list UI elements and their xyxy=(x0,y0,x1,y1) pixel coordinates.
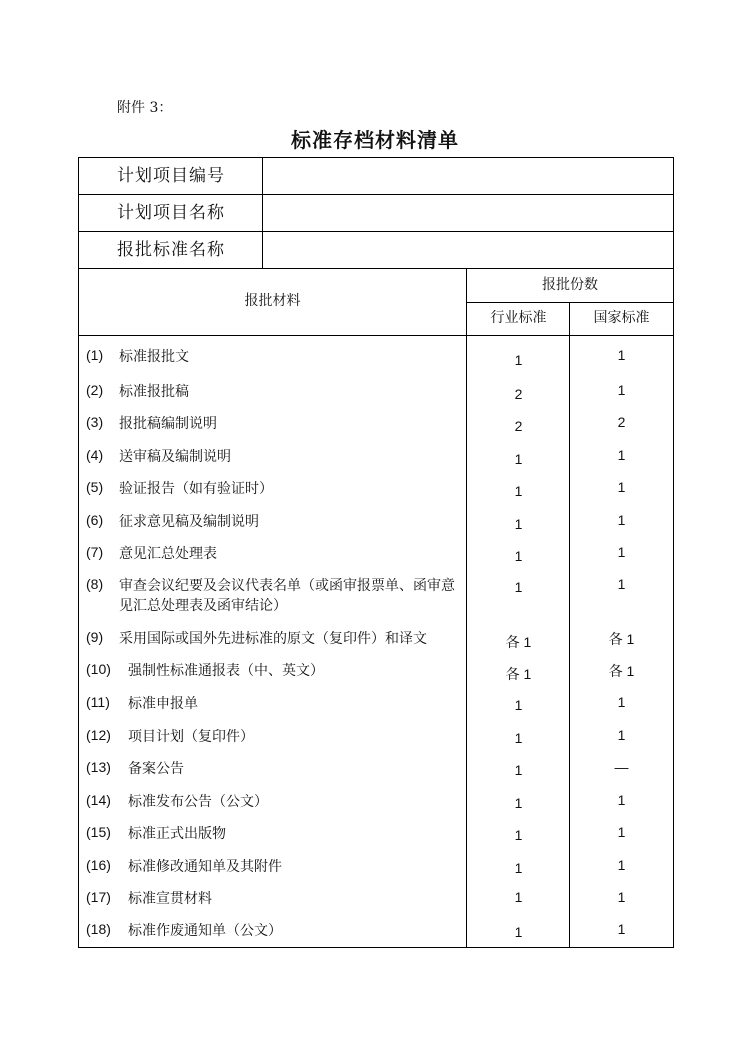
national-count: 1 xyxy=(617,792,626,808)
item-text: 标准宣贯材料 xyxy=(128,891,212,907)
item-number: (6) xyxy=(86,512,104,528)
info-box xyxy=(78,157,674,269)
industry-count: 1 xyxy=(514,924,523,940)
industry-count: 1 xyxy=(514,795,523,811)
national-count: 1 xyxy=(617,824,626,840)
industry-count: 1 xyxy=(514,451,523,467)
industry-count: 1 xyxy=(514,548,523,564)
industry-count: 1 xyxy=(514,860,523,876)
item-text: 标准报批稿 xyxy=(119,384,189,400)
page-title: 标准存档材料清单 xyxy=(291,128,459,152)
item-text: 审查会议纪要及会议代表名单（或函审报票单、函审意见汇总处理表及函审结论） xyxy=(119,578,455,614)
item-number: (4) xyxy=(86,447,104,463)
industry-count: 1 xyxy=(514,579,523,595)
item-text: 强制性标准通报表（中、英文） xyxy=(128,663,324,679)
item-text: 验证报告（如有验证时） xyxy=(119,481,273,497)
national-count: 1 xyxy=(617,382,626,398)
item-number: (2) xyxy=(86,382,104,398)
plan-name-label: 计划项目名称 xyxy=(79,195,263,231)
item-text: 采用国际或国外先进标准的原文（复印件）和译文 xyxy=(119,631,427,647)
item-number: (12) xyxy=(86,727,111,743)
industry-count: 2 xyxy=(514,418,523,434)
info-row-standard-name xyxy=(79,232,673,269)
item-text: 意见汇总处理表 xyxy=(119,546,217,562)
industry-count: 1 xyxy=(514,762,523,778)
plan-number-label: 计划项目编号 xyxy=(79,158,263,194)
materials-header: 报批材料 xyxy=(244,293,301,309)
industry-count: 2 xyxy=(514,386,523,402)
item-number: (9) xyxy=(86,629,104,645)
item-text: 送审稿及编制说明 xyxy=(119,449,231,465)
item-number: (11) xyxy=(86,694,110,710)
national-count: 1 xyxy=(617,576,626,592)
item-number: (8) xyxy=(86,576,104,592)
table-divider xyxy=(79,335,673,336)
national-count: 1 xyxy=(617,727,626,743)
item-text: 标准正式出版物 xyxy=(128,826,226,842)
item-number: (3) xyxy=(86,414,104,430)
national-count: — xyxy=(614,759,629,775)
national-count: 1 xyxy=(617,512,626,528)
national-count: 1 xyxy=(617,479,626,495)
industry-count: 1 xyxy=(514,889,523,905)
national-count: 1 xyxy=(617,544,626,560)
item-number: (17) xyxy=(86,889,111,905)
item-number: (13) xyxy=(86,759,111,775)
industry-count: 1 xyxy=(514,697,523,713)
national-count: 各 1 xyxy=(608,663,635,679)
item-number: (14) xyxy=(86,792,111,808)
item-number: (7) xyxy=(86,544,104,560)
item-text: 标准申报单 xyxy=(128,696,198,712)
item-text: 标准发布公告（公文） xyxy=(128,794,268,810)
standard-name-value xyxy=(263,232,673,269)
industry-count: 1 xyxy=(514,516,523,532)
national-count: 1 xyxy=(617,921,626,937)
national-count: 1 xyxy=(617,694,626,710)
plan-number-value xyxy=(263,158,673,194)
industry-header: 行业标准 xyxy=(490,310,547,326)
item-text: 备案公告 xyxy=(128,761,184,777)
item-number: (16) xyxy=(86,857,111,873)
national-count: 1 xyxy=(617,889,626,905)
info-row-plan-name xyxy=(79,195,673,232)
national-count: 1 xyxy=(617,857,626,873)
item-text: 标准报批文 xyxy=(119,349,189,365)
item-number: (18) xyxy=(86,921,111,937)
industry-count: 各 1 xyxy=(505,634,532,650)
industry-count: 1 xyxy=(514,827,523,843)
info-row-plan-number xyxy=(79,158,673,195)
national-count: 1 xyxy=(617,347,626,363)
national-count: 1 xyxy=(617,447,626,463)
item-number: (1) xyxy=(86,347,104,363)
attachment-label: 附件 3： xyxy=(117,100,173,116)
item-number: (5) xyxy=(86,479,104,495)
item-text: 报批稿编制说明 xyxy=(119,416,217,432)
item-text: 标准作废通知单（公文） xyxy=(128,923,282,939)
industry-count: 1 xyxy=(514,483,523,499)
national-header: 国家标准 xyxy=(593,310,650,326)
plan-name-value xyxy=(263,195,673,231)
national-count: 2 xyxy=(617,414,626,430)
item-number: (10) xyxy=(86,661,111,677)
materials-table xyxy=(78,268,674,948)
item-text: 项目计划（复印件） xyxy=(128,729,254,745)
national-count: 各 1 xyxy=(608,631,635,647)
standard-name-label: 报批标准名称 xyxy=(79,232,263,269)
item-number: (15) xyxy=(86,824,111,840)
item-text: 标准修改通知单及其附件 xyxy=(128,859,282,875)
industry-count: 1 xyxy=(514,730,523,746)
item-text: 征求意见稿及编制说明 xyxy=(119,514,259,530)
industry-count: 1 xyxy=(514,352,523,368)
copies-header: 报批份数 xyxy=(542,277,598,293)
industry-count: 各 1 xyxy=(505,666,532,682)
